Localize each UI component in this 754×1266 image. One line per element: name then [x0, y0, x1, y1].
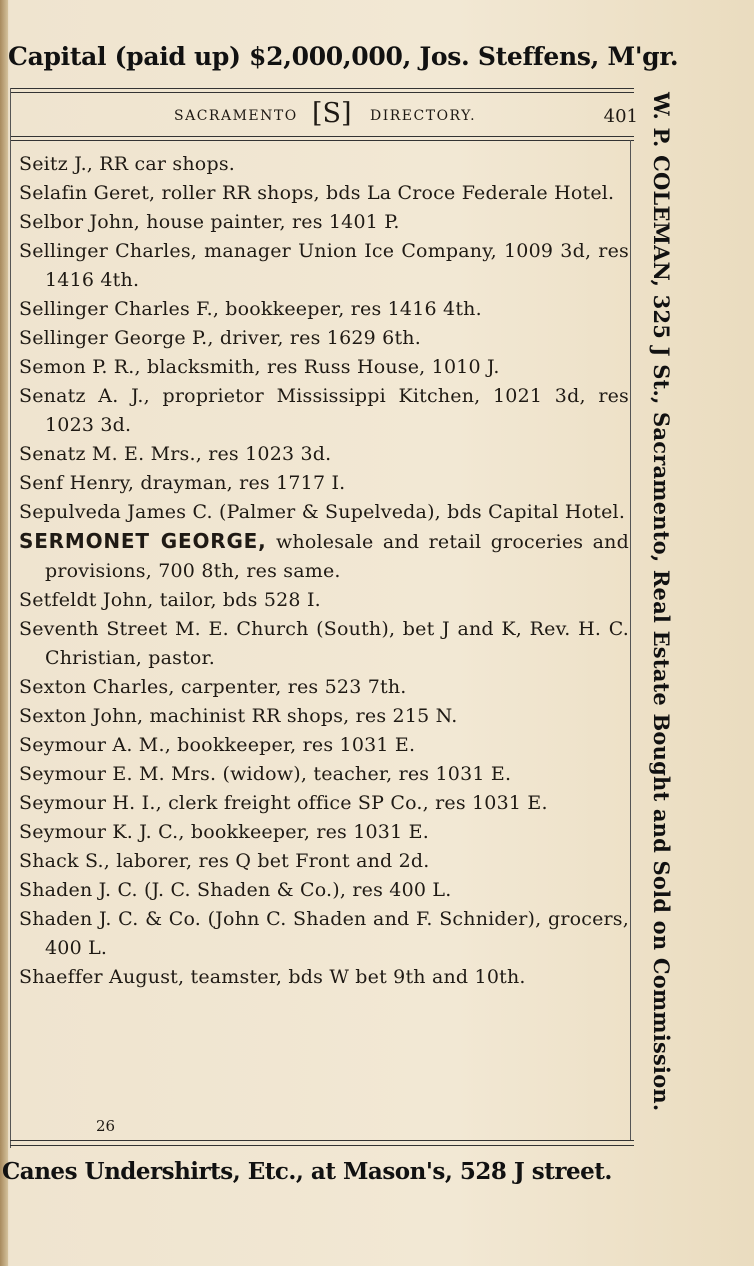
- entry-text: Seymour A. M., bookkeeper, res 1031 E.: [19, 734, 416, 756]
- running-head-letter: [S]: [312, 98, 352, 129]
- directory-entry: [19, 382, 629, 440]
- signature-mark: 26: [96, 1117, 116, 1135]
- directory-entry: [19, 208, 629, 237]
- entry-text: Setfeldt John, tailor, bds 528 I.: [19, 589, 321, 611]
- entry-bold-name: SERMONET GEORGE,: [19, 529, 267, 553]
- side-advertisement-text: W. P. COLEMAN, 325 J St., Sacramento, Real Estate Bought and Sold on Commission.: [649, 92, 674, 1112]
- running-head-word: DIRECTORY.: [370, 108, 477, 124]
- entry-text: Seymour H. I., clerk freight office SP Co., res 1031 E.: [19, 792, 548, 814]
- entry-text: Senf Henry, drayman, res 1717 I.: [19, 472, 346, 494]
- running-head: [10, 98, 638, 138]
- directory-entry: [19, 237, 629, 295]
- directory-entry: [19, 179, 629, 208]
- entry-text: Sellinger Charles F., bookkeeper, res 1416 4th.: [19, 298, 482, 320]
- directory-entry: [19, 905, 629, 963]
- entry-text: Shaden J. C. (J. C. Shaden & Co.), res 400 L.: [19, 879, 452, 901]
- directory-entry: [19, 818, 629, 847]
- directory-entry: [19, 527, 629, 586]
- directory-entries: [19, 150, 629, 992]
- directory-entry: [19, 760, 629, 789]
- left-frame-line: [10, 88, 11, 1148]
- top-advertisement: Capital (paid up) $2,000,000, Jos. Steffens, M'gr.: [8, 42, 679, 71]
- directory-entry: [19, 615, 629, 673]
- entry-text: Selafin Geret, roller RR shops, bds La Croce Federale Hotel.: [19, 182, 615, 204]
- directory-entry: [19, 469, 629, 498]
- directory-entry: [19, 324, 629, 353]
- entry-text: Sellinger Charles, manager Union Ice Company, 1009 3d, res 1416 4th.: [19, 240, 629, 291]
- bottom-advertisement: Canes Undershirts, Etc., at Mason's, 528 J street.: [2, 1158, 612, 1185]
- entry-text: Sexton Charles, carpenter, res 523 7th.: [19, 676, 407, 698]
- entry-text: Semon P. R., blacksmith, res Russ House, 1010 J.: [19, 356, 500, 378]
- directory-entry: [19, 353, 629, 382]
- right-frame-line: [630, 140, 631, 1140]
- directory-entry: [19, 150, 629, 179]
- directory-entry: [19, 847, 629, 876]
- header-rule: [10, 136, 634, 137]
- entry-text: Sexton John, machinist RR shops, res 215 N.: [19, 705, 458, 727]
- entry-text: Senatz A. J., proprietor Mississippi Kitchen, 1021 3d, res 1023 3d.: [19, 385, 629, 436]
- header-rule-inner: [10, 140, 634, 141]
- entry-text: Shaden J. C. & Co. (John C. Shaden and F. Schnider), grocers, 400 L.: [19, 908, 629, 959]
- entry-text: Senatz M. E. Mrs., res 1023 3d.: [19, 443, 332, 465]
- directory-entry: [19, 702, 629, 731]
- entry-text: Sellinger George P., driver, res 1629 6th.: [19, 327, 421, 349]
- entry-text: Seitz J., RR car shops.: [19, 153, 236, 175]
- directory-entry: [19, 876, 629, 905]
- page-edge: [0, 0, 8, 1266]
- running-head-city: SACRAMENTO: [174, 108, 298, 124]
- bottom-rule: [10, 1140, 634, 1141]
- directory-entry: [19, 673, 629, 702]
- directory-entry: [19, 295, 629, 324]
- directory-entry: [19, 440, 629, 469]
- directory-entry: [19, 498, 629, 527]
- directory-entry: [19, 586, 629, 615]
- bottom-rule-inner: [10, 1145, 634, 1146]
- top-rule-inner: [10, 92, 634, 93]
- directory-entry: [19, 731, 629, 760]
- directory-entry: [19, 963, 629, 992]
- entry-text: Seymour K. J. C., bookkeeper, res 1031 E.: [19, 821, 429, 843]
- entry-text: wholesale and retail groceries and provisions, 700 8th, res same.: [45, 531, 629, 582]
- entry-text: Seymour E. M. Mrs. (widow), teacher, res 1031 E.: [19, 763, 512, 785]
- side-advertisement: [644, 92, 674, 1162]
- entry-text: Shaeffer August, teamster, bds W bet 9th and 10th.: [19, 966, 526, 988]
- top-rule: [10, 88, 634, 89]
- page-number: 401: [603, 106, 638, 127]
- entry-text: Seventh Street M. E. Church (South), bet J and K, Rev. H. C. Christian, pastor.: [19, 618, 629, 669]
- entry-text: Selbor John, house painter, res 1401 P.: [19, 211, 400, 233]
- directory-entry: [19, 789, 629, 818]
- entry-text: Sepulveda James C. (Palmer & Supelveda), bds Capital Hotel.: [19, 501, 626, 523]
- entry-text: Shack S., laborer, res Q bet Front and 2d.: [19, 850, 430, 872]
